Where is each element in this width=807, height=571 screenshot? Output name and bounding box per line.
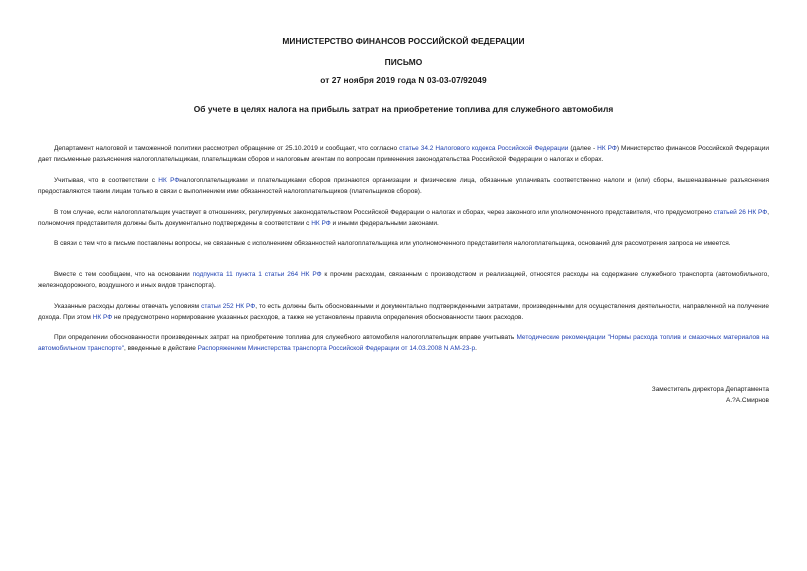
- link-article-264[interactable]: подпункта 11 пункта 1 статьи 264 НК РФ: [192, 271, 322, 278]
- paragraph-6: [38, 301, 769, 323]
- paragraph-text: и иными федеральными законами.: [330, 220, 439, 227]
- paragraph-1: [38, 143, 769, 165]
- paragraph-2: [38, 175, 769, 197]
- paragraph-text: не предусмотрено нормирование указанных расходов, а также не установлены правила определения обоснованности таких расходов.: [112, 314, 524, 321]
- link-article-26[interactable]: статьей 26 НК РФ: [713, 209, 768, 216]
- paragraph-text: , введенные в действие: [124, 345, 198, 352]
- subject-heading: Об учете в целях налога на прибыль затрат на приобретение топлива для служебного автомобиля: [193, 104, 614, 114]
- paragraph-text: Вместе с тем сообщаем, что на основании: [54, 271, 193, 278]
- paragraph-4: [38, 238, 769, 249]
- date-number-heading: от 27 ноября 2019 года N 03-03-07/92049: [320, 75, 487, 85]
- paragraph-text: , то есть должны быть обоснованными и документально подтвержденными затратами, произведенными для осуществления деятельности, направленной на получение дохода. При этом: [38, 303, 769, 321]
- paragraph-text: (далее -: [568, 145, 598, 152]
- paragraph-text: В том случае, если налогоплательщик участвует в отношениях, регулируемых законодательством Российской Федерации о налогах и сборах, через законного или уполномоченного представителя, что предусмотрено: [54, 209, 714, 216]
- link-fuel-norms-guidelines[interactable]: Методические рекомендации "Нормы расхода топлив и смазочных материалов на автомобильном транспорте": [38, 334, 769, 352]
- paragraph-7: [38, 332, 769, 354]
- link-nk-rf[interactable]: НК РФ: [158, 177, 180, 184]
- paragraph-text: к прочим расходам, связанным с производством и реализацией, относятся расходы на содержание служебного транспорта (автомобильного, железнодорожного, воздушного и иных видов транспорта).: [38, 271, 769, 289]
- paragraph-text: При определении обоснованности произведенных затрат на приобретение топлива для служебного автомобиля налогоплательщик вправе учитывать: [54, 334, 517, 341]
- ministry-heading: МИНИСТЕРСТВО ФИНАНСОВ РОССИЙСКОЙ ФЕДЕРАЦИИ: [282, 36, 525, 46]
- paragraph-3: [38, 207, 769, 229]
- link-nk-rf[interactable]: НК РФ: [92, 314, 113, 321]
- signature-name: А.?А.Смирнов: [726, 397, 769, 404]
- paragraph-5: [38, 269, 769, 291]
- doc-type-heading: ПИСЬМО: [384, 57, 423, 67]
- paragraph-text: ) Министерство финансов Российской Федерации дает письменные разъяснения налогоплательщикам, плательщикам сборов и налоговым агентам по вопросам применения законодательства Российской Федерации о налогах и сборах.: [38, 145, 769, 163]
- link-nk-rf[interactable]: НК РФ: [597, 145, 617, 152]
- paragraph-text: Указанные расходы должны отвечать условиям: [54, 303, 202, 310]
- paragraph-text: В связи с тем что в письме поставлены вопросы, не связанные с исполнением обязанностей налогоплательщика или уполномоченного представителя налогоплательщика, оснований для рассмотрения запроса не имеется.: [54, 240, 731, 247]
- paragraph-text: , полномочия представителя должны быть документально подтверждены в соответствии с: [38, 209, 769, 227]
- link-mintrans-order[interactable]: Распоряжением Министерства транспорта Российской Федерации от 14.03.2008 N АМ-23-р: [197, 345, 476, 352]
- paragraph-text: налогоплательщиками и плательщиками сборов признаются организации и физические лица, обязанные уплачивать соответственно налоги и (или) сборы, вышеназванные разъяснения предоставляются таким лицам только в связи с выполнением ими обязанностей налогоплательщиков (плательщиков сборов).: [38, 177, 769, 195]
- link-nk-rf[interactable]: НК РФ: [311, 220, 331, 227]
- paragraph-text: .: [475, 345, 477, 352]
- paragraph-text: Учитывая, что в соответствии с: [54, 177, 159, 184]
- link-article-34-2[interactable]: статье 34.2 Налогового кодекса Российской Федерации: [399, 145, 569, 152]
- link-article-252[interactable]: статьи 252 НК РФ: [201, 303, 256, 310]
- paragraph-text: Департамент налоговой и таможенной политики рассмотрел обращение от 25.10.2019 и сообщает, что согласно: [54, 145, 400, 152]
- signature-position: Заместитель директора Департамента: [651, 386, 769, 393]
